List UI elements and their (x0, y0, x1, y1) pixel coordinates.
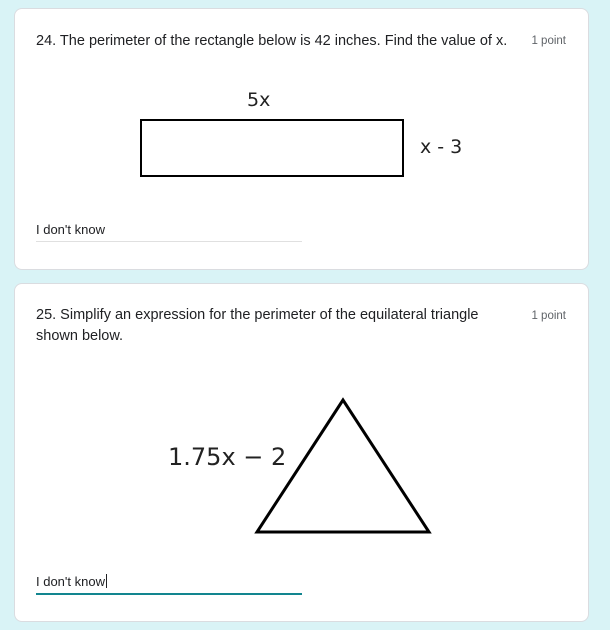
answer-value: I don't know (36, 222, 105, 237)
question-text: 25. Simplify an expression for the perimeter of the equilateral triangle shown below. (36, 307, 479, 344)
answer-field[interactable] (36, 222, 302, 242)
question-card-25 (14, 283, 589, 622)
rectangle-top-label: 5x (247, 89, 271, 111)
rectangle-side-label: x - 3 (420, 136, 463, 158)
triangle-figure (15, 284, 590, 564)
rectangle-shape (141, 120, 403, 176)
answer-field-active[interactable] (36, 574, 302, 595)
rectangle-figure (15, 9, 590, 209)
question-text: 24. The perimeter of the rectangle below is 42 inches. Find the value of x. (36, 33, 508, 49)
question-card-24 (14, 8, 589, 270)
triangle-side-label: 1.75x − 2 (168, 443, 287, 471)
points-label: 1 point (531, 310, 566, 322)
answer-value: I don't know (36, 574, 105, 589)
points-label: 1 point (531, 35, 566, 47)
text-caret (106, 574, 107, 588)
